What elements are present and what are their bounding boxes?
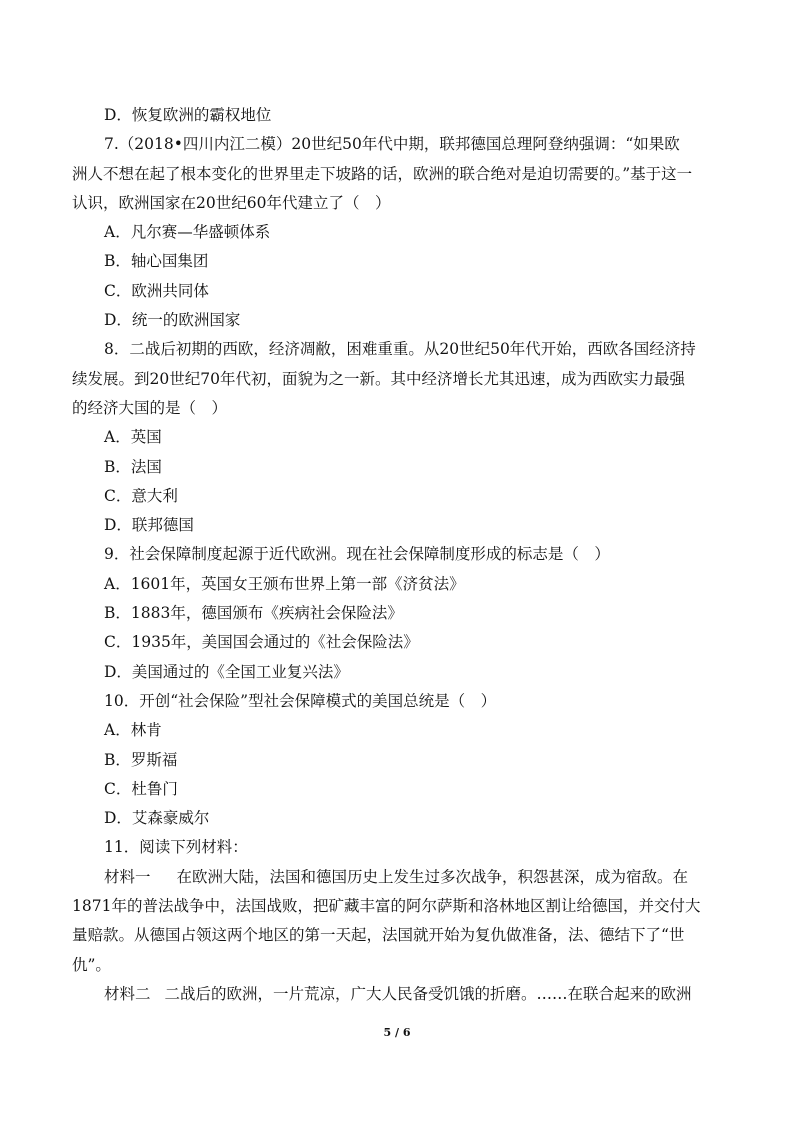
- answer-option: B．罗斯福: [104, 750, 178, 769]
- question-text: 10．开创“社会保险”型社会保障模式的美国总统是（ ）: [104, 691, 497, 710]
- material-one-first-line: [72, 863, 722, 892]
- answer-option: A．英国: [104, 428, 162, 447]
- material-two-text: 二战后的欧洲，一片荒凉，广大人民备受饥饿的折磨。……在联合起来的欧洲: [164, 984, 692, 1003]
- material-one-text-continued: 仇”。: [72, 955, 111, 974]
- question-text: 7.（2018•四川内江二模）20世纪50年代中期，联邦德国总理阿登纳强调：“如果欧: [104, 135, 680, 154]
- answer-option: B．法国: [104, 457, 162, 476]
- question-text-continued: 的经济大国的是（ ）: [72, 398, 228, 417]
- question-text: 8．二战后初期的西欧，经济凋敝，困难重重。从20世纪50年代开始，西欧各国经济持: [104, 340, 696, 359]
- answer-option: D．恢复欧洲的霸权地位: [104, 106, 272, 124]
- material-two-label: 材料二: [104, 984, 151, 1003]
- question-text: 9．社会保障制度起源于近代欧洲。现在社会保障制度形成的标志是（ ）: [104, 545, 610, 564]
- material-one-text: 在欧洲大陆，法国和德国历史上发生过多次战争，积怨甚深，成为宿敌。在: [176, 867, 689, 886]
- question-text-continued: 续发展。到20世纪70年代初，面貌为之一新。其中经济增长尤其迅速，成为西欧实力最强: [72, 369, 685, 388]
- answer-option: A．林肯: [104, 721, 162, 740]
- material-one-text-continued: 量赔款。从德国占领这两个地区的第一天起，法国就开始为复仇做准备，法、德结下了“世: [72, 926, 685, 945]
- answer-option: C．1935年，美国国会通过的《社会保险法》: [104, 633, 419, 652]
- question-text: 11．阅读下列材料：: [104, 838, 248, 857]
- answer-option: C．杜鲁门: [104, 779, 178, 798]
- question-text-continued: 洲人不想在起了根本变化的世界里走下坡路的话，欧洲的联合绝对是迫切需要的。”基于这一: [72, 164, 693, 183]
- answer-option: C．意大利: [104, 486, 178, 505]
- material-one-label: 材料一: [104, 867, 151, 886]
- answer-option: A．凡尔赛—华盛顿体系: [104, 223, 271, 242]
- answer-option: D．统一的欧洲国家: [104, 311, 241, 330]
- answer-option: D．联邦德国: [104, 516, 194, 535]
- answer-option: D．艾森豪威尔: [104, 809, 210, 828]
- question-text-continued: 认识，欧洲国家在20世纪60年代建立了（ ）: [72, 193, 391, 212]
- page-content: [72, 101, 722, 1009]
- answer-option: A．1601年，英国女王颁布世界上第一部《济贫法》: [104, 574, 465, 593]
- answer-option: B．轴心国集团: [104, 252, 209, 271]
- answer-option: B．1883年，德国颁布《疾病社会保险法》: [104, 604, 403, 623]
- page-number: 5 / 6: [383, 1026, 411, 1039]
- answer-option: D．美国通过的《全国工业复兴法》: [104, 662, 349, 681]
- material-two-first-line: [72, 980, 722, 1009]
- material-one-text-continued: 1871年的普法战争中，法国战败，把矿藏丰富的阿尔萨斯和洛林地区割让给德国，并交付大: [72, 897, 701, 916]
- answer-option: C．欧洲共同体: [104, 281, 209, 300]
